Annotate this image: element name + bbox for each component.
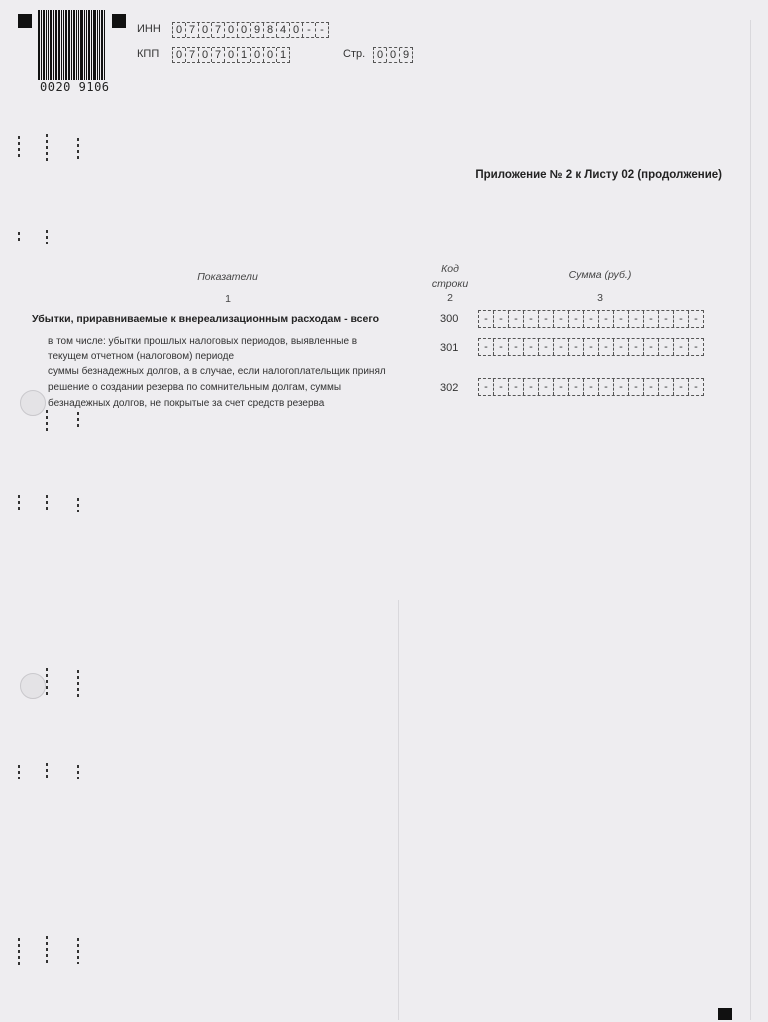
barcode-bar [101,10,103,80]
barcode-bar [46,10,47,80]
barcode-bar [99,10,101,80]
kpp-field[interactable] [172,47,290,63]
column-number-1: 1 [225,293,231,305]
sum-cell[interactable]: - [479,339,494,355]
sum-cell[interactable]: - [479,379,494,395]
barcode-bar [41,10,42,80]
registration-marker-top-left [18,14,32,28]
barcode-bar [43,10,46,80]
inn-cell[interactable]: 7 [186,23,199,37]
sum-cell[interactable]: - [539,339,554,355]
sum-cell[interactable]: - [524,339,539,355]
margin-tick [46,936,48,966]
page-cell[interactable]: 0 [374,48,387,62]
barcode-bar [104,10,105,80]
sum-cell[interactable]: - [614,379,629,395]
margin-tick [46,763,48,779]
sum-cell[interactable]: - [554,379,569,395]
kpp-cell[interactable]: 1 [238,48,251,62]
kpp-cell[interactable]: 0 [251,48,264,62]
margin-tick [77,670,79,698]
sum-cell[interactable]: - [524,311,539,327]
inn-cell[interactable]: 0 [199,23,212,37]
barcode-bar [55,10,58,80]
barcode [38,10,106,80]
kpp-label: КПП [137,48,160,60]
kpp-cell[interactable]: 7 [212,48,225,62]
barcode-bar [38,10,40,80]
sum-cell[interactable]: - [674,311,689,327]
sum-cell[interactable]: - [584,339,599,355]
barcode-bar [48,10,49,80]
margin-tick [46,668,48,698]
sum-cell[interactable]: - [644,339,659,355]
kpp-cell[interactable]: 0 [199,48,212,62]
sum-cell[interactable]: - [644,311,659,327]
column-header-code-line1: Код [441,263,459,275]
page-number-field[interactable] [373,47,413,63]
sum-cell[interactable]: - [694,381,698,393]
sum-cell[interactable]: - [554,311,569,327]
column-header-code-line2: строки [431,278,469,290]
row-300-code: 300 [440,313,459,325]
barcode-bar [76,10,77,80]
row-302-label-line1: суммы безнадежных долгов, а в случае, если налогоплательщик принял [48,366,386,377]
barcode-bar [78,10,79,80]
margin-tick [46,495,48,513]
registration-marker-top-right [112,14,126,28]
column-header-indicators: Показатели [197,271,258,283]
margin-tick [18,495,20,513]
fold-line [750,20,751,1020]
row-302-label-line3: безнадежных долгов, не покрытые за счет средств резерва [48,398,325,409]
inn-cell[interactable]: - [320,24,324,36]
sum-cell[interactable]: - [494,311,509,327]
row-300-label: Убытки, приравниваемые к внереализационным расходам - всего [32,313,380,325]
kpp-cell[interactable]: 7 [186,48,199,62]
sum-cell[interactable]: - [674,339,689,355]
margin-tick [77,765,79,779]
sum-cell[interactable]: - [569,311,584,327]
barcode-bar [91,10,92,80]
page-label: Стр. [343,48,366,60]
margin-tick [77,938,79,964]
punch-hole-top [20,390,46,416]
barcode-bar [73,10,75,80]
inn-cell[interactable]: 7 [212,23,225,37]
sum-cell[interactable]: - [569,339,584,355]
margin-tick [77,412,79,430]
row-300-sum-field[interactable] [478,310,704,328]
kpp-cell[interactable]: 0 [225,48,238,62]
sum-cell[interactable]: - [584,311,599,327]
barcode-number: 0020 9106 [40,80,110,94]
sum-cell[interactable]: - [539,379,554,395]
row-301-label-line2: текущем отчетном (налоговом) периоде [48,351,235,362]
row-302-code: 302 [440,382,459,394]
sum-cell[interactable]: - [614,339,629,355]
inn-field[interactable] [172,22,329,38]
column-header-sum: Сумма (руб.) [568,269,632,281]
sum-cell[interactable]: - [629,339,644,355]
kpp-cell[interactable]: 0 [264,48,277,62]
sum-cell[interactable]: - [674,379,689,395]
kpp-cell[interactable]: 0 [173,48,186,62]
sum-cell[interactable]: - [694,313,698,325]
inn-cell[interactable]: 0 [238,23,251,37]
barcode-bar [65,10,67,80]
inn-cell[interactable]: 0 [225,23,238,37]
registration-marker-bottom-right [718,1008,732,1020]
sum-cell[interactable]: - [554,339,569,355]
inn-cell[interactable]: 0 [173,23,186,37]
sum-cell[interactable]: - [509,311,524,327]
sum-cell[interactable]: - [599,339,614,355]
barcode-bar [88,10,90,80]
sum-cell[interactable]: - [584,379,599,395]
kpp-cell[interactable]: 1 [279,49,287,61]
sum-cell[interactable]: - [509,379,524,395]
inn-cell[interactable]: 8 [264,23,277,37]
row-302-sum-field[interactable] [478,378,704,396]
barcode-bar [68,10,71,80]
barcode-bar [61,10,62,80]
margin-tick [46,410,48,432]
sum-cell[interactable]: - [659,379,674,395]
column-number-2: 2 [447,292,453,304]
barcode-bar [93,10,96,80]
sum-cell[interactable]: - [479,311,494,327]
inn-label: ИНН [137,23,161,35]
margin-tick [18,232,20,244]
fold-line [398,600,399,1020]
barcode-bar [50,10,52,80]
page-cell[interactable]: 0 [387,48,400,62]
sum-cell[interactable]: - [629,311,644,327]
punch-hole-bottom [20,673,46,699]
row-302-label-line2: решение о создании резерва по сомнительным долгам, суммы [48,382,342,393]
row-301-sum-field[interactable] [478,338,704,356]
barcode-bar [71,10,72,80]
inn-cell[interactable]: 4 [277,23,290,37]
sum-cell[interactable]: - [599,311,614,327]
barcode-bar [97,10,98,80]
sum-cell[interactable]: - [494,379,509,395]
margin-tick [18,765,20,779]
sum-cell[interactable]: - [494,339,509,355]
barcode-bar [63,10,64,80]
barcode-bar [53,10,54,80]
sum-cell[interactable]: - [569,379,584,395]
sum-cell[interactable]: - [539,311,554,327]
barcode-bar [86,10,87,80]
column-number-3: 3 [597,292,603,304]
margin-tick [46,134,48,164]
inn-cell[interactable]: 9 [251,23,264,37]
margin-tick [77,138,79,162]
barcode-bar [80,10,83,80]
sum-cell[interactable]: - [629,379,644,395]
row-301-code: 301 [440,342,459,354]
page-cell[interactable]: 9 [402,49,410,61]
inn-cell[interactable]: 0 [290,23,303,37]
sum-cell[interactable]: - [659,311,674,327]
sum-cell[interactable]: - [509,339,524,355]
sum-cell[interactable]: - [694,341,698,353]
page-title: Приложение № 2 к Листу 02 (продолжение) [475,169,722,181]
margin-tick [18,136,20,158]
margin-tick [18,938,20,966]
sum-cell[interactable]: - [659,339,674,355]
margin-tick [46,230,48,244]
sum-cell[interactable]: - [644,379,659,395]
sum-cell[interactable]: - [524,379,539,395]
inn-cell[interactable]: - [303,23,316,37]
row-301-label-line1: в том числе: убытки прошлых налоговых периодов, выявленные в [48,336,358,347]
sum-cell[interactable]: - [614,311,629,327]
barcode-bar [58,10,60,80]
margin-tick [77,498,79,512]
barcode-bar [84,10,86,80]
sum-cell[interactable]: - [599,379,614,395]
